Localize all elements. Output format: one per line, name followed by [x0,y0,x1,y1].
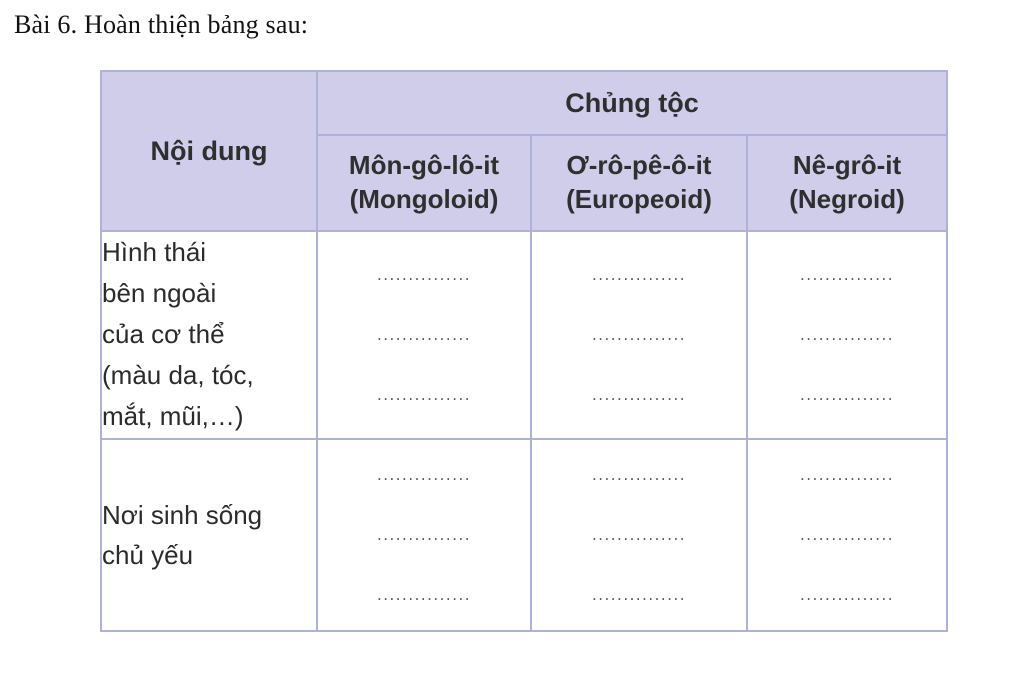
row-label-line: chủ yếu [102,539,194,570]
answer-blank[interactable]: ............... [591,265,687,284]
answer-blank[interactable]: ............... [591,465,687,484]
answer-blank[interactable]: ............... [591,585,687,604]
answer-blank[interactable]: ............... [376,465,472,484]
answer-cell-habitat-mongoloid[interactable] [317,439,531,631]
race-comparison-table [100,70,948,632]
answer-cell-appearance-negroid[interactable] [747,231,947,438]
header-race-group [317,71,947,135]
answer-blank[interactable]: ............... [591,525,687,544]
answer-blank[interactable]: ............... [799,385,895,404]
row-label-appearance [101,231,317,438]
answer-blank[interactable]: ............... [799,325,895,344]
answer-cell-habitat-europeoid[interactable] [531,439,747,631]
header-negroid-name: Nê-grô-it [792,150,902,181]
table-row-appearance [101,231,947,438]
row-label-line: bên ngoài [102,278,217,309]
header-mongoloid-latin: (Mongoloid) [349,184,499,215]
answer-blank[interactable]: ............... [591,325,687,344]
answer-cell-habitat-negroid[interactable] [747,439,947,631]
answer-blank[interactable]: ............... [799,465,895,484]
header-mongoloid-name: Môn-gô-lô-it [348,150,500,181]
answer-blank[interactable]: ............... [376,585,472,604]
row-label-line: (màu da, tóc, [102,360,254,391]
exercise-title: Bài 6. Hoàn thiện bảng sau: [14,10,309,39]
table-row-habitat [101,439,947,631]
header-europeoid-name: Ơ-rô-pê-ô-it [566,150,712,181]
row-label-line: của cơ thể [102,319,225,350]
answer-blank[interactable]: ............... [376,385,472,404]
header-europeoid [531,135,747,231]
header-content [101,71,317,231]
answer-blank[interactable]: ............... [799,265,895,284]
answer-cell-appearance-mongoloid[interactable] [317,231,531,438]
answer-blank[interactable]: ............... [799,525,895,544]
header-content-label: Nội dung [150,135,268,166]
header-negroid [747,135,947,231]
answer-blank[interactable]: ............... [376,525,472,544]
answer-blank[interactable]: ............... [376,265,472,284]
header-europeoid-latin: (Europeoid) [566,184,712,215]
answer-blank[interactable]: ............... [376,325,472,344]
row-label-habitat [101,439,317,631]
answer-blank[interactable]: ............... [591,385,687,404]
answer-blank[interactable]: ............... [799,585,895,604]
answer-cell-appearance-europeoid[interactable] [531,231,747,438]
header-mongoloid [317,135,531,231]
row-label-line: Nơi sinh sống [102,499,263,530]
row-label-line: Hình thái [102,237,207,268]
header-race-group-label: Chủng tộc [565,87,699,118]
header-negroid-latin: (Negroid) [789,184,905,215]
row-label-line: mắt, mũi,…) [102,401,244,432]
